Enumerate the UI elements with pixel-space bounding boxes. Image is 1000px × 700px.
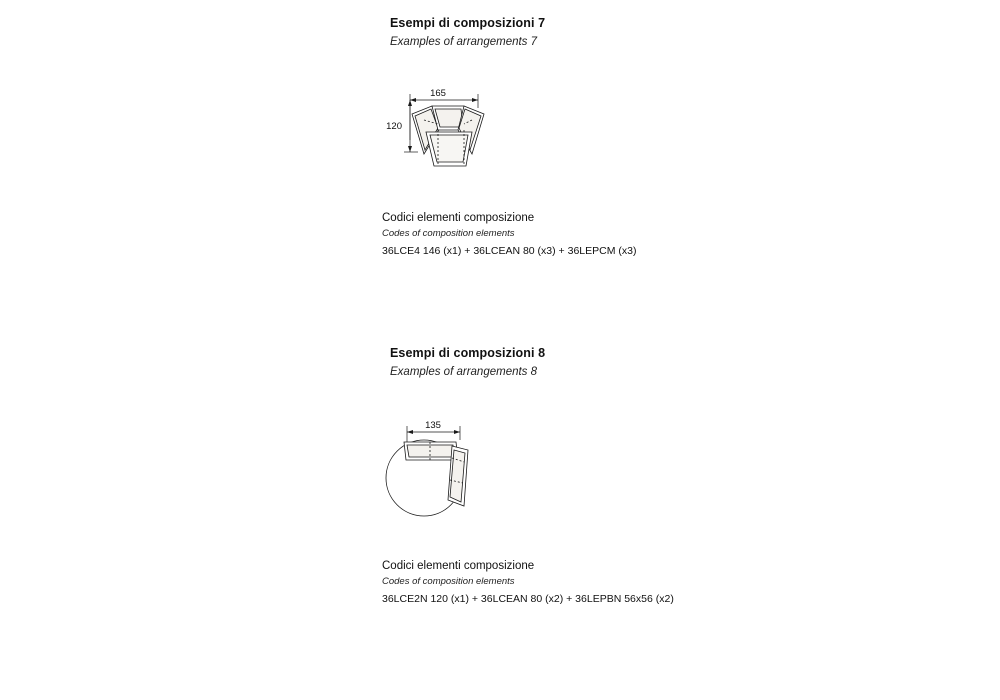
height-dimension-label-7: 120	[386, 121, 402, 132]
codes-list: 36LCE2N 120 (x1) + 36LCEAN 80 (x2) + 36LEPBN 56x56 (x2)	[382, 593, 674, 605]
codes-title-italian: Codici elementi composizione	[382, 212, 535, 224]
section-heading-english: Examples of arrangements 8	[390, 366, 538, 378]
composition-diagram-7	[360, 80, 580, 200]
codes-title-english: Codes of composition elements	[382, 576, 515, 587]
width-dimension-label-7: 165	[430, 88, 446, 99]
codes-title-english: Codes of composition elements	[382, 228, 515, 239]
width-dimension-label-8: 135	[425, 420, 441, 431]
section-heading-english: Examples of arrangements 7	[390, 36, 538, 48]
composition-drawing-7	[360, 80, 580, 200]
composition-drawing-8	[360, 410, 580, 530]
codes-title-italian: Codici elementi composizione	[382, 560, 535, 572]
section-heading-italian: Esempi di composizioni 8	[390, 346, 546, 360]
seat-group-8	[386, 440, 468, 516]
section-heading-italian: Esempi di composizioni 7	[390, 16, 546, 30]
composition-diagram-8	[360, 410, 580, 550]
seat-group-7	[412, 106, 484, 166]
codes-list: 36LCE4 146 (x1) + 36LCEAN 80 (x3) + 36LEPCM (x3)	[382, 245, 637, 257]
